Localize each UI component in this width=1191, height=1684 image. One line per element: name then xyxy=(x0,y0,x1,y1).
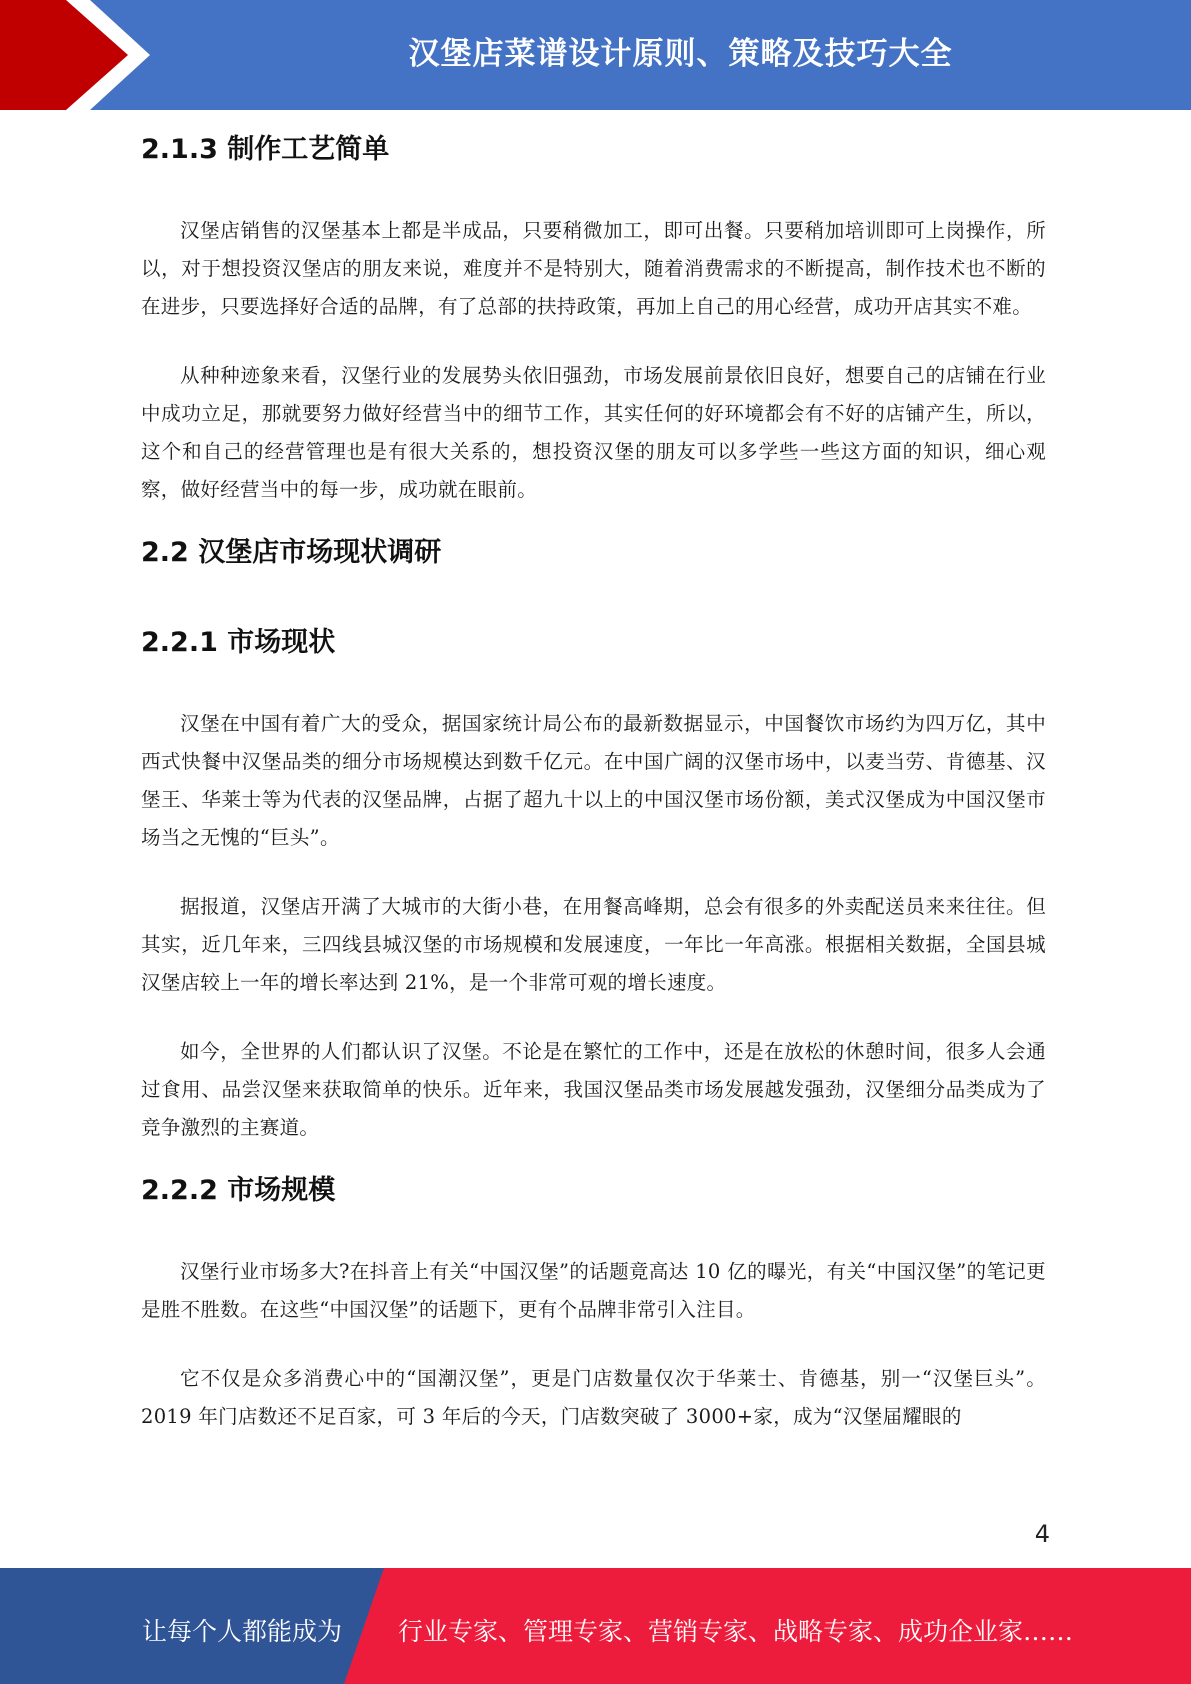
page-header xyxy=(0,0,1191,110)
section-heading-2-1-3: 2.1.3 制作工艺简单 xyxy=(141,134,390,165)
page-footer xyxy=(0,1568,1191,1684)
paragraph: 汉堡行业市场多大?在抖音上有关“中国汉堡”的话题竟高达 10 亿的曝光，有关“中国汉堡”的笔记更是胜不胜数。在这些“中国汉堡”的话题下，更有个品牌非常引入注目。 xyxy=(141,1260,1046,1321)
footer-slogan-left: 让每个人都能成为 xyxy=(142,1617,343,1646)
paragraph: 汉堡店销售的汉堡基本上都是半成品，只要稍微加工，即可出餐。只要稍加培训即可上岗操作，所以，对于想投资汉堡店的朋友来说，难度并不是特别大，随着消费需求的不断提高，制作技术也不断的在进步，只要选择好合适的品牌，有了总部的扶持政策，再加上自己的用心经营，成功开店其实不难。 xyxy=(141,219,1046,318)
section-heading-2-2: 2.2 汉堡店市场现状调研 xyxy=(141,537,442,568)
document-title: 汉堡店菜谱设计原则、策略及技巧大全 xyxy=(408,36,953,72)
footer-slogan-right: 行业专家、管理专家、营销专家、战略专家、成功企业家…… xyxy=(398,1617,1074,1646)
paragraph: 据报道，汉堡店开满了大城市的大街小巷，在用餐高峰期，总会有很多的外卖配送员来来往往。但其实，近几年来，三四线县城汉堡的市场规模和发展速度，一年比一年高涨。根据相关数据，全国县城汉堡店较上一年的增长率达到 21%，是一个非常可观的增长速度。 xyxy=(141,895,1046,994)
paragraph: 它不仅是众多消费心中的“国潮汉堡”，更是门店数量仅次于华莱士、肯德基，别一“汉堡巨头”。2019 年门店数还不足百家，可 3 年后的今天，门店数突破了 3000+家，成为“汉堡届耀眼的 xyxy=(141,1367,1046,1428)
section-heading-2-2-2: 2.2.2 市场规模 xyxy=(141,1175,336,1206)
page-content xyxy=(141,130,1046,1436)
page-number: 4 xyxy=(1034,1520,1050,1548)
paragraph: 汉堡在中国有着广大的受众，据国家统计局公布的最新数据显示，中国餐饮市场约为四万亿，其中西式快餐中汉堡品类的细分市场规模达到数千亿元。在中国广阔的汉堡市场中，以麦当劳、肯德基、汉堡王、华莱士等为代表的汉堡品牌，占据了超九十以上的中国汉堡市场份额，美式汉堡成为中国汉堡市场当之无愧的“巨头”。 xyxy=(141,712,1046,849)
paragraph: 如今，全世界的人们都认识了汉堡。不论是在繁忙的工作中，还是在放松的休憩时间，很多人会通过食用、品尝汉堡来获取简单的快乐。近年来，我国汉堡品类市场发展越发强劲，汉堡细分品类成为了竞争激烈的主赛道。 xyxy=(141,1040,1046,1139)
section-heading-2-2-1: 2.2.1 市场现状 xyxy=(141,627,336,658)
paragraph: 从种种迹象来看，汉堡行业的发展势头依旧强劲，市场发展前景依旧良好，想要自己的店铺在行业中成功立足，那就要努力做好经营当中的细节工作，其实任何的好环境都会有不好的店铺产生，所以，这个和自己的经营管理也是有很大关系的，想投资汉堡的朋友可以多学些一些这方面的知识，细心观察，做好经营当中的每一步，成功就在眼前。 xyxy=(141,364,1046,501)
